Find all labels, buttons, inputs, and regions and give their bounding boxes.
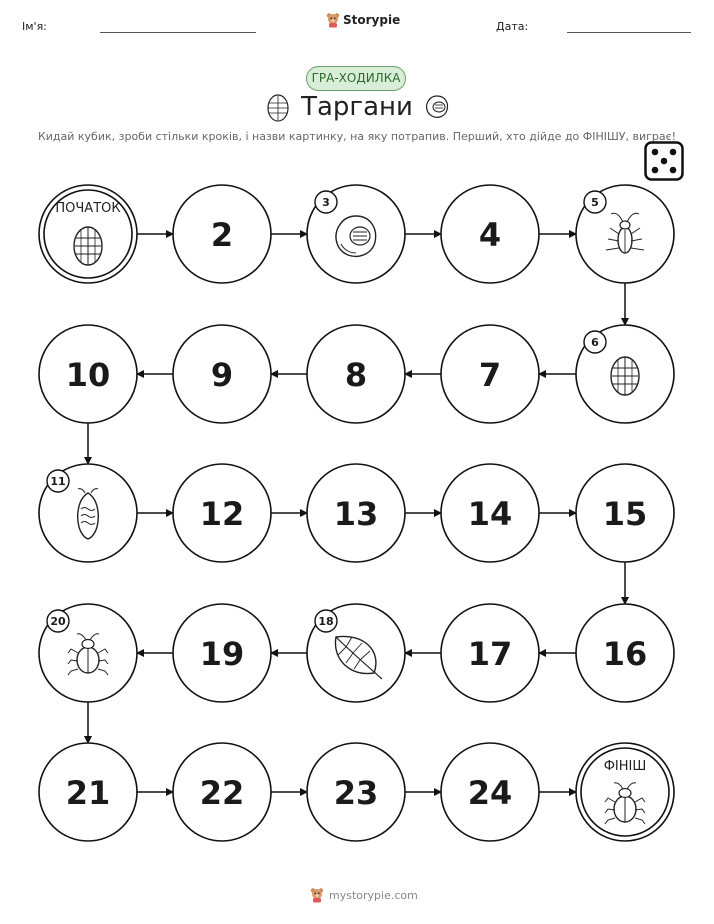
cell-number: 23 — [333, 774, 379, 812]
board-cell — [173, 325, 271, 423]
cell-number: 13 — [333, 495, 379, 533]
cell-number: 21 — [65, 774, 111, 812]
instructions: Кидай кубик, зроби стільки кроків, і назви картинку, на яку потрапив. Перший, хто дійде до ФІНІШУ, виграє! — [37, 130, 677, 143]
cell-number: 8 — [344, 356, 368, 394]
board-cell — [441, 325, 539, 423]
start-label: ПОЧАТОК — [55, 201, 121, 216]
board-cell — [307, 604, 405, 702]
board-cell — [173, 743, 271, 841]
game-type-badge: ГРА-ХОДИЛКА — [306, 66, 406, 91]
board-cell — [441, 185, 539, 283]
board-cell — [576, 464, 674, 562]
cell-number: 4 — [478, 216, 502, 254]
board-cell — [173, 604, 271, 702]
board-cell — [576, 604, 674, 702]
cell-number: 9 — [210, 356, 234, 394]
cell-number: 2 — [210, 216, 234, 254]
cell-number: 10 — [65, 356, 111, 394]
footer-url[interactable]: mystorypie.com — [329, 888, 418, 902]
board-cell — [173, 464, 271, 562]
cell-number: 5 — [591, 196, 599, 209]
cell-number: 24 — [467, 774, 513, 812]
board-cell — [39, 325, 137, 423]
cell-number: 16 — [602, 635, 648, 673]
cell-number: 15 — [602, 495, 648, 533]
board-cell — [39, 464, 137, 562]
cell-number: 6 — [591, 336, 599, 349]
cell-number: 7 — [478, 356, 502, 394]
cell-number: 22 — [199, 774, 245, 812]
brand-name: Storypie — [343, 13, 401, 27]
date-label: Дата: — [496, 20, 529, 33]
board-cell — [173, 185, 271, 283]
board-cell — [307, 185, 405, 283]
board-cell — [39, 743, 137, 841]
finish-label: ФІНІШ — [603, 759, 647, 774]
board-cell — [441, 464, 539, 562]
board-cell — [307, 743, 405, 841]
cell-number: 19 — [199, 635, 245, 673]
egg-case-icon — [74, 227, 102, 265]
name-label: Ім'я: — [22, 20, 47, 33]
board-cell — [576, 185, 674, 283]
cell-number: 11 — [50, 475, 66, 488]
cell-number: 17 — [467, 635, 513, 673]
board-cell — [307, 464, 405, 562]
cell-number: 18 — [318, 615, 334, 628]
bear-mascot-icon — [310, 887, 324, 903]
cell-number: 20 — [50, 615, 66, 628]
board-cell — [307, 325, 405, 423]
cell-number: 12 — [199, 495, 245, 533]
footer — [310, 887, 418, 903]
egg-case-icon — [611, 357, 639, 395]
page-title: Таргани — [301, 92, 413, 122]
board-cell — [39, 185, 137, 283]
board-cell — [39, 604, 137, 702]
board-cell — [576, 743, 674, 841]
cell-number: 3 — [322, 196, 330, 209]
board-cell — [576, 325, 674, 423]
cell-number: 14 — [467, 495, 513, 533]
board-cell — [441, 604, 539, 702]
board-cell — [441, 743, 539, 841]
ootheca-icon — [336, 216, 376, 256]
